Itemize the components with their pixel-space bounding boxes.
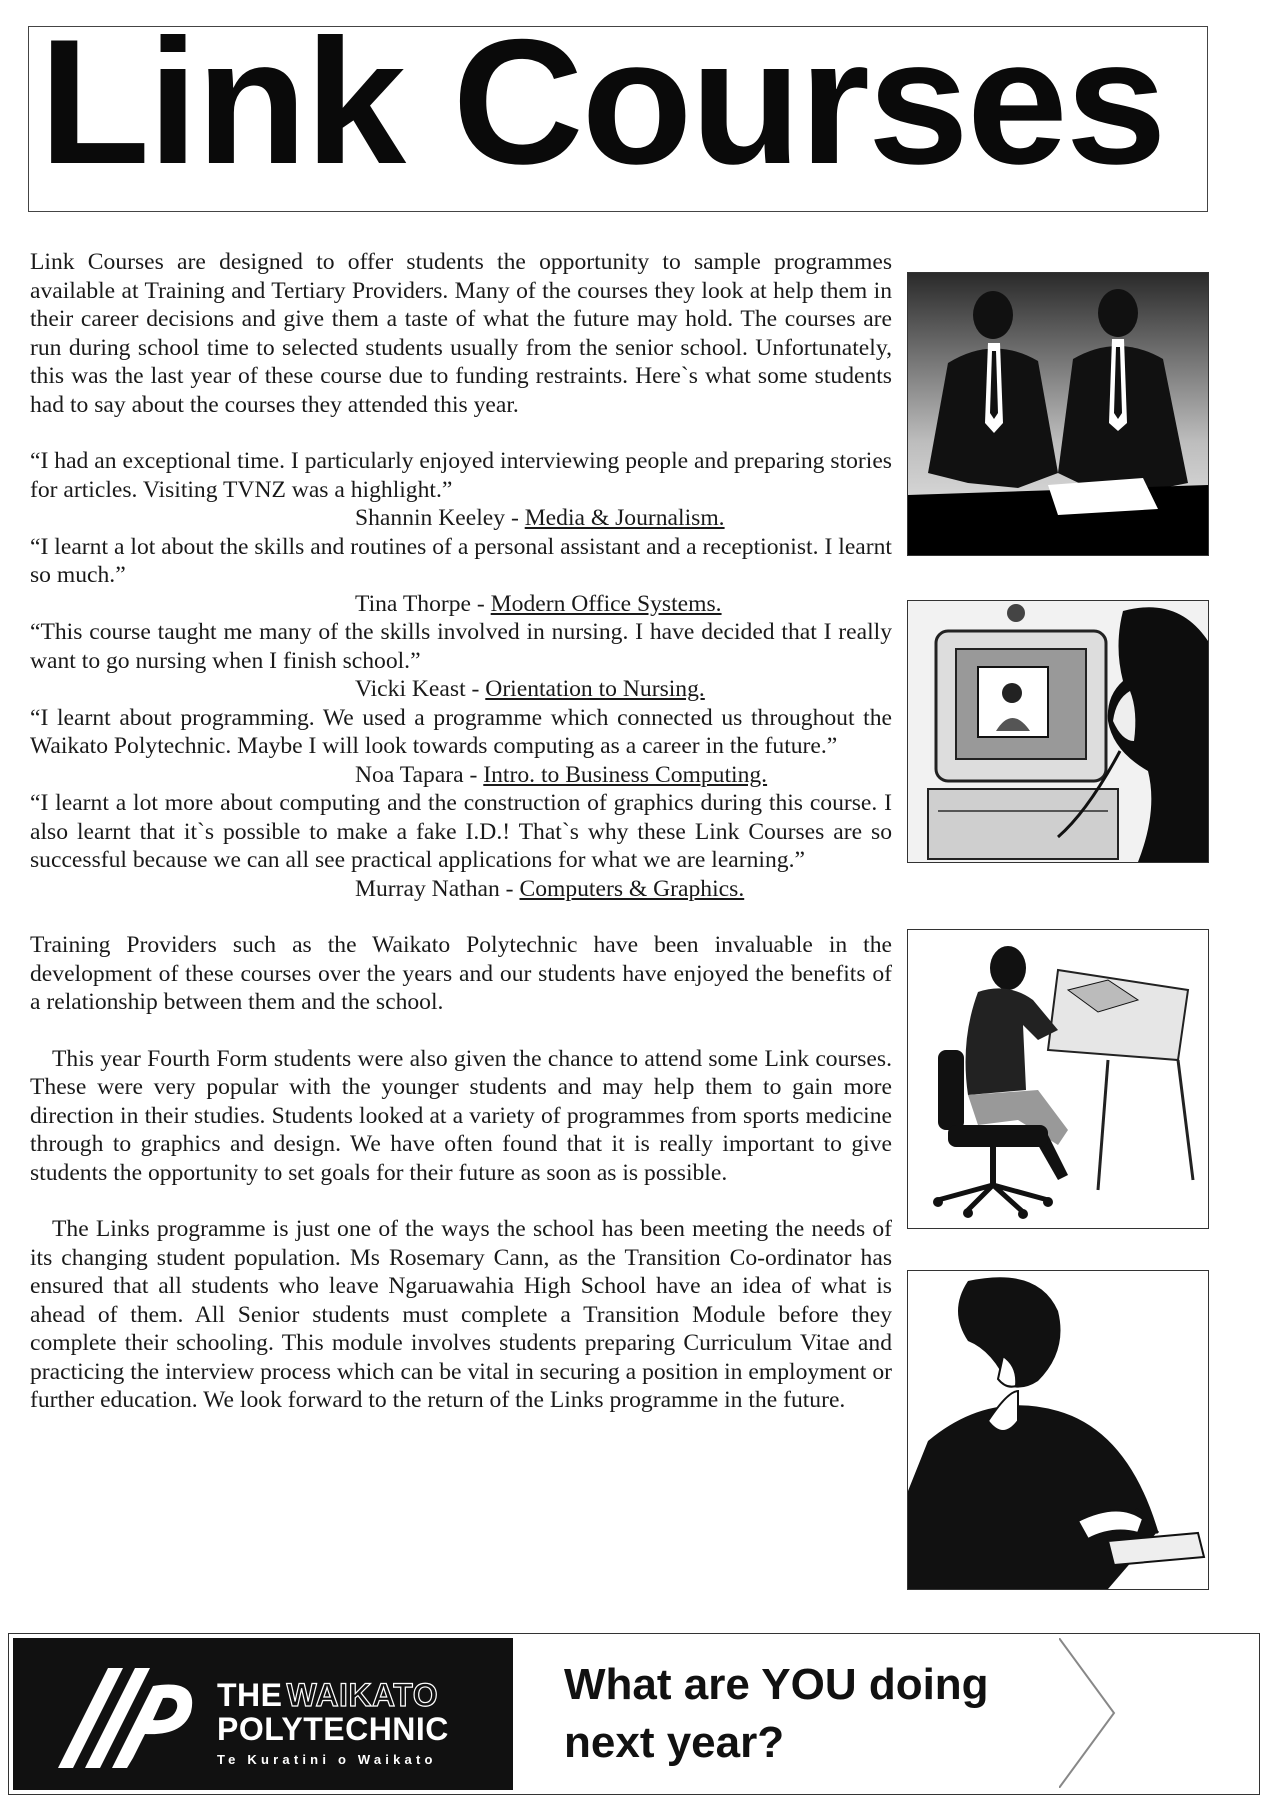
course-name: Orientation to Nursing. bbox=[485, 676, 705, 702]
article-body bbox=[30, 248, 892, 1415]
logo-polytechnic-text: POLYTECHNIC bbox=[217, 1711, 449, 1747]
logo-waikato-text: WAIKATO bbox=[286, 1677, 439, 1713]
quote-text: “This course taught me many of the skills involved in nursing. I have decided that I really want to go nursing when I finish school.” bbox=[30, 619, 892, 674]
quote-text: “I learnt a lot more about computing and the construction of graphics during this course. I also learnt that it`s possible to make a fake I.D.! That`s why these Link Courses are so successful because we can all see practical applications for what we are learning.” bbox=[30, 790, 892, 873]
student-name: Tina Thorpe - bbox=[355, 590, 491, 617]
thinking-man-illustration bbox=[907, 1270, 1209, 1590]
body-paragraph: This year Fourth Form students were also given the chance to attend some Link courses. These were very popular with the younger students and may help them to gain more direction in their studies. Students looked at a variety of programmes from sports medicine through to graphics and design. We have often found that it is really important to give students the opportunity to set goals for their future as soon as is possible. bbox=[30, 1045, 892, 1186]
polytechnic-advert bbox=[8, 1633, 1260, 1795]
businessmen-illustration bbox=[907, 272, 1209, 556]
page-title: Link Courses bbox=[39, 2, 1165, 201]
tagline-line-2: next year? bbox=[564, 1718, 785, 1767]
quote-attribution bbox=[30, 761, 892, 790]
course-name: Intro. to Business Computing. bbox=[483, 761, 768, 788]
course-name: Modern Office Systems. bbox=[490, 590, 722, 617]
logo-maori-text: Te Kuratini o Waikato bbox=[217, 1752, 437, 1767]
polytechnic-logo bbox=[13, 1638, 513, 1790]
quote-attribution bbox=[30, 875, 892, 904]
student-name: Murray Nathan - bbox=[355, 875, 520, 902]
quote-text: “I had an exceptional time. I particularly enjoyed interviewing people and preparing stories for articles. Visiting TVNZ was a highlight.” bbox=[30, 448, 892, 503]
wp-logo-icon bbox=[13, 1638, 213, 1790]
body-paragraph: Training Providers such as the Waikato Polytechnic have been invaluable in the development of these courses over the years and our students have enjoyed the benefits of a relationship between them and the school. bbox=[30, 932, 892, 1015]
body-paragraph: The Links programme is just one of the ways the school has been meeting the needs of its changing student population. Ms Rosemary Cann, as the Transition Co-ordinator has ensured that all students who leave Ngaruawahia High School have an idea of what is ahead of them. All Senior students must complete a Transition Module before they complete their schooling. This module involves students preparing Curriculum Vitae and practicing the interview process which can be vital in securing a position in employment or further education. We look forward to the return of the Links programme in the future. bbox=[30, 1216, 892, 1413]
course-name: Media & Journalism. bbox=[524, 505, 725, 531]
tagline-line-1: What are YOU doing bbox=[564, 1660, 989, 1709]
arrow-chevron-icon bbox=[1059, 1638, 1129, 1788]
student-name: Shannin Keeley - bbox=[355, 505, 525, 531]
quote-attribution bbox=[30, 590, 892, 619]
intro-paragraph: Link Courses are designed to offer students the opportunity to sample programmes available at Training and Tertiary Providers. Many of the courses they look at help them in their career decisions and give them a taste of what the future may hold. The courses are run during school time to selected students usually from the senior school. Unfortunately, this was the last year of these course due to funding restraints. Here`s what some students had to say about the courses they attended this year. bbox=[30, 249, 892, 418]
advert-tagline bbox=[564, 1656, 1044, 1772]
student-name: Noa Tapara - bbox=[355, 761, 484, 788]
quote-attribution bbox=[30, 675, 892, 704]
quote-text: “I learnt about programming. We used a programme which connected us throughout the Waikato Polytechnic. Maybe I will look towards computing as a career in the future.” bbox=[30, 704, 892, 759]
logo-the-text: THE bbox=[217, 1677, 283, 1713]
drafting-illustration bbox=[907, 929, 1209, 1229]
title-box bbox=[28, 2, 1208, 212]
course-name: Computers & Graphics. bbox=[519, 875, 745, 902]
student-name: Vicki Keast - bbox=[355, 676, 486, 702]
computer-illustration bbox=[907, 600, 1209, 863]
quote-text: “I learnt a lot about the skills and routines of a personal assistant and a receptionist. I learnt so much.” bbox=[30, 533, 892, 588]
quote-attribution bbox=[30, 504, 892, 533]
